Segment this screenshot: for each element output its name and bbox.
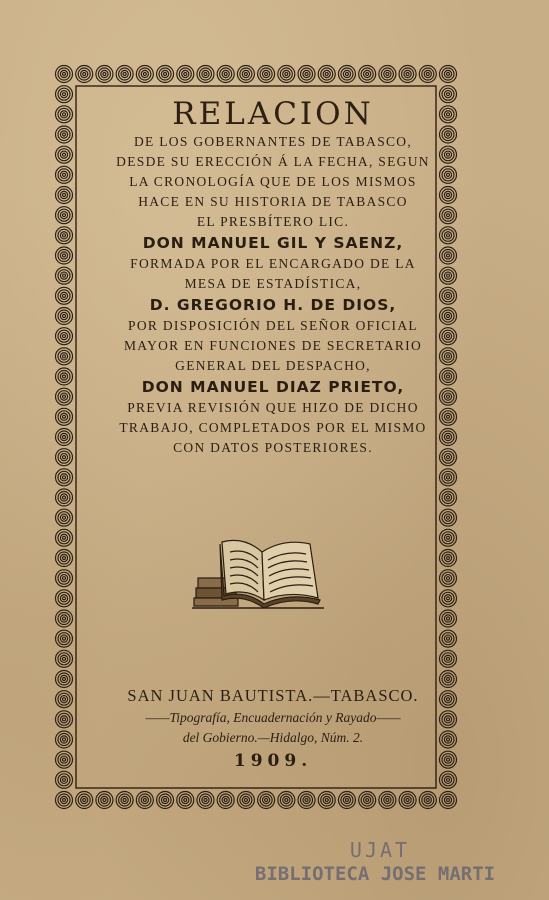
spiral-ornament-icon (96, 792, 113, 809)
spiral-ornament-icon (56, 187, 73, 204)
main-title: RELACION (172, 96, 374, 132)
spiral-ornament-icon (96, 66, 113, 83)
spiral-ornament-icon (116, 792, 133, 809)
review-line-3: CON DATOS POSTERIORES. (173, 440, 373, 455)
spiral-ornament-icon (177, 66, 194, 83)
author-name: DON MANUEL GIL Y SAENZ, (142, 234, 404, 252)
spiral-ornament-icon (440, 469, 457, 486)
spiral-ornament-icon (76, 66, 93, 83)
spiral-ornament-icon (56, 267, 73, 284)
reviewer-name: DON MANUEL DIAZ PRIETO, (141, 378, 405, 396)
spiral-ornament-icon (56, 86, 73, 103)
spiral-ornament-icon (217, 792, 234, 809)
disposition-line-2: MAYOR EN FUNCIONES DE SECRETARIO (123, 338, 423, 353)
spiral-ornament-icon (237, 792, 254, 809)
subtitle-line-5: EL PRESBÍTERO LIC. (196, 214, 350, 229)
printer-line-2: del Gobierno.—Hidalgo, Núm. 2. (182, 730, 364, 745)
spiral-ornament-icon (399, 792, 416, 809)
spiral-ornament-icon (56, 388, 73, 405)
spiral-ornament-icon (379, 792, 396, 809)
spiral-ornament-icon (56, 328, 73, 345)
spiral-ornament-icon (278, 66, 295, 83)
spiral-ornament-icon (298, 792, 315, 809)
spiral-ornament-icon (56, 429, 73, 446)
spiral-ornament-icon (338, 792, 355, 809)
spiral-ornament-icon (56, 227, 73, 244)
spiral-ornament-icon (379, 66, 396, 83)
spiral-ornament-icon (56, 711, 73, 728)
publication-city: SAN JUAN BAUTISTA.—TABASCO. (127, 686, 419, 705)
spiral-ornament-icon (359, 792, 376, 809)
spiral-ornament-icon (56, 348, 73, 365)
spiral-ornament-icon (56, 368, 73, 385)
spiral-ornament-icon (258, 66, 275, 83)
spiral-ornament-icon (56, 308, 73, 325)
spiral-ornament-icon (197, 66, 214, 83)
spiral-ornament-icon (440, 66, 457, 83)
spiral-ornament-icon (56, 529, 73, 546)
spiral-ornament-icon (56, 106, 73, 123)
review-line-2: TRABAJO, COMPLETADOS POR EL MISMO (119, 420, 427, 435)
spiral-ornament-icon (440, 529, 457, 546)
spiral-ornament-icon (440, 630, 457, 647)
spiral-ornament-icon (56, 146, 73, 163)
spiral-ornament-icon (237, 66, 254, 83)
spiral-ornament-icon (56, 126, 73, 143)
spiral-ornament-icon (136, 792, 153, 809)
spiral-ornament-icon (56, 66, 73, 83)
spiral-ornament-icon (278, 792, 295, 809)
subtitle-line-1: DE LOS GOBERNANTES DE TABASCO, (133, 134, 413, 149)
spiral-ornament-icon (56, 287, 73, 304)
printer-line-1: ——Tipografía, Encuadernación y Rayado—— (145, 710, 401, 725)
spiral-ornament-icon (440, 590, 457, 607)
spiral-ornament-icon (56, 671, 73, 688)
spiral-ornament-icon (56, 771, 73, 788)
imprint-block (78, 684, 468, 774)
spiral-ornament-icon (56, 489, 73, 506)
review-line-1: PREVIA REVISIÓN QUE HIZO DE DICHO (127, 400, 419, 415)
spiral-ornament-icon (56, 570, 73, 587)
spiral-ornament-icon (197, 792, 214, 809)
compiler-line-2: MESA DE ESTADÍSTICA, (184, 276, 362, 291)
compiler-name: D. GREGORIO H. DE DIOS, (149, 296, 397, 314)
spiral-ornament-icon (56, 469, 73, 486)
spiral-ornament-icon (440, 650, 457, 667)
stamp-line-1: UJAT (349, 838, 411, 862)
spiral-ornament-icon (318, 66, 335, 83)
spiral-ornament-icon (359, 66, 376, 83)
spiral-ornament-icon (56, 650, 73, 667)
spiral-ornament-icon (56, 166, 73, 183)
spiral-ornament-icon (440, 550, 457, 567)
spiral-ornament-icon (177, 792, 194, 809)
spiral-ornament-icon (56, 408, 73, 425)
title-block (78, 96, 468, 458)
spiral-ornament-icon (440, 570, 457, 587)
spiral-ornament-icon (440, 489, 457, 506)
subtitle-line-4: HACE EN SU HISTORIA DE TABASCO (138, 194, 408, 209)
spiral-ornament-icon (56, 691, 73, 708)
spiral-ornament-icon (419, 66, 436, 83)
spiral-ornament-icon (56, 751, 73, 768)
library-stamp (240, 838, 510, 886)
subtitle-line-2: DESDE SU ERECCIÓN Á LA FECHA, SEGUN (116, 154, 430, 169)
spiral-ornament-icon (440, 792, 457, 809)
spiral-ornament-icon (157, 792, 174, 809)
spiral-ornament-icon (338, 66, 355, 83)
spiral-ornament-icon (56, 731, 73, 748)
stamp-line-2: BIBLIOTECA JOSE MARTI (254, 863, 496, 885)
spiral-ornament-icon (440, 509, 457, 526)
spiral-ornament-icon (56, 207, 73, 224)
spiral-ornament-icon (56, 509, 73, 526)
spiral-ornament-icon (318, 792, 335, 809)
subtitle-line-3: LA CRONOLOGÍA QUE DE LOS MISMOS (129, 174, 417, 189)
spiral-ornament-icon (399, 66, 416, 83)
publication-year: 1909. (233, 751, 313, 771)
spiral-ornament-icon (56, 590, 73, 607)
open-book-icon (192, 534, 324, 610)
spiral-ornament-icon (440, 610, 457, 627)
spiral-ornament-icon (76, 792, 93, 809)
spiral-ornament-icon (56, 247, 73, 264)
spiral-ornament-icon (56, 610, 73, 627)
spiral-ornament-icon (56, 630, 73, 647)
spiral-ornament-icon (157, 66, 174, 83)
spiral-ornament-icon (56, 449, 73, 466)
spiral-ornament-icon (56, 792, 73, 809)
spiral-ornament-icon (136, 66, 153, 83)
spiral-ornament-icon (116, 66, 133, 83)
spiral-ornament-icon (419, 792, 436, 809)
spiral-ornament-icon (217, 66, 234, 83)
spiral-ornament-icon (258, 792, 275, 809)
spiral-ornament-icon (298, 66, 315, 83)
disposition-line-1: POR DISPOSICIÓN DEL SEÑOR OFICIAL (128, 318, 418, 333)
spiral-ornament-icon (56, 550, 73, 567)
disposition-line-3: GENERAL DEL DESPACHO, (175, 358, 371, 373)
compiler-line-1: FORMADA POR EL ENCARGADO DE LA (130, 256, 416, 271)
